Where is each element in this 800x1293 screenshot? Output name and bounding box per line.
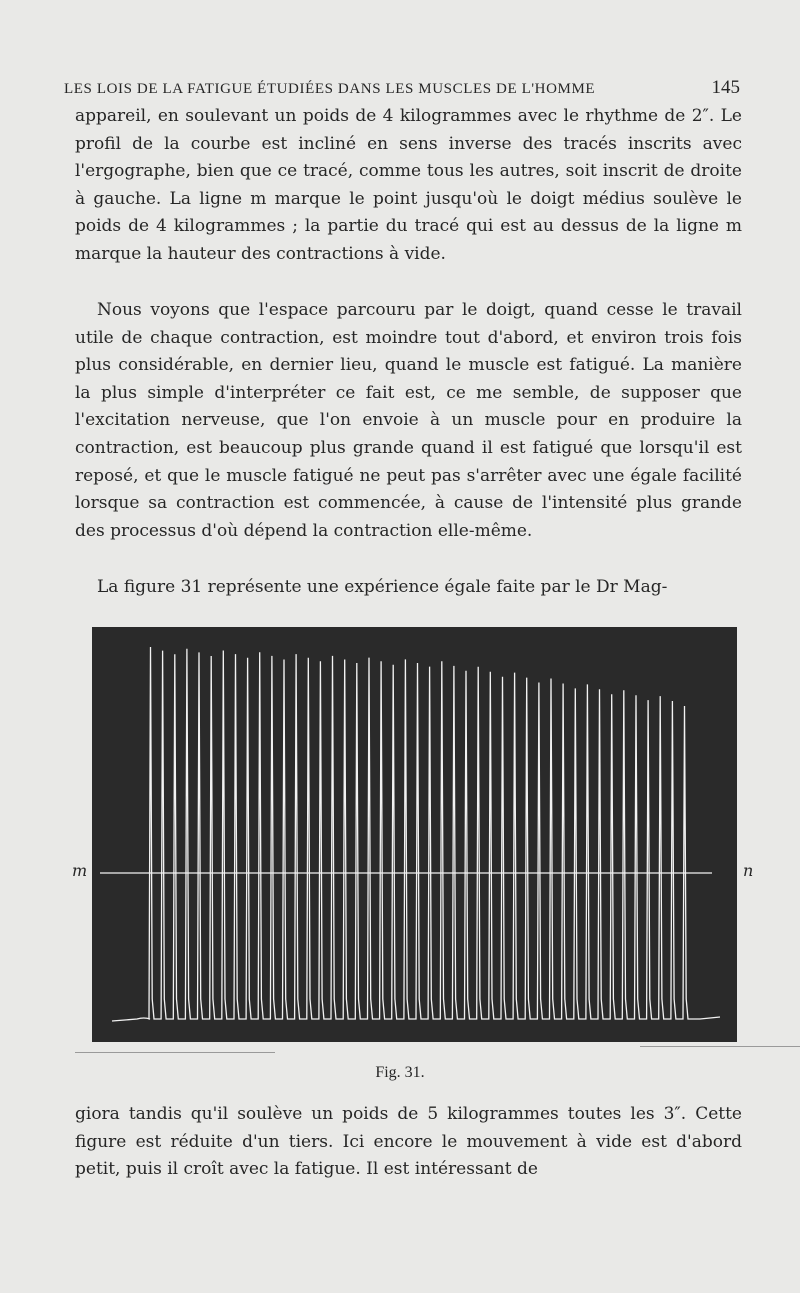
- contraction-spikes: [112, 647, 720, 1021]
- running-title: LES LOIS DE LA FATIGUE ÉTUDIÉES DANS LES MUSCLES DE L'HOMME: [64, 81, 596, 97]
- figure-rule-left: [75, 1052, 275, 1053]
- line-label-n: n: [743, 861, 754, 880]
- ergograph-trace-image: [92, 627, 737, 1042]
- running-header: [64, 77, 740, 99]
- figure-31-ergograph-trace: [92, 627, 737, 1042]
- paragraph-3: La figure 31 représente une expérience égale faite par le Dr Mag-: [97, 577, 668, 597]
- figure-rule-right: [640, 1046, 800, 1047]
- figure-caption: Fig. 31.: [375, 1064, 425, 1081]
- paragraph-4: giora tandis qu'il soulève un poids de 5 kilogrammes toutes les 3″. Cette figure est réduite d'un tiers. Ici encore le mouvement à vide est d'abord petit, puis il croît avec la fatigue. Il est intéressant de: [75, 1104, 742, 1180]
- line-label-m: m: [72, 861, 88, 880]
- paragraph-1: appareil, en soulevant un poids de 4 kilogrammes avec le rhythme de 2″. Le profil de la courbe est incliné en sens inverse des tracés inscrits avec l'ergographe, bien que ce tracé, comme tous les autres, soit inscrit de droite à gauche. La ligne m marque le point jusqu'où le doigt médius soulève le poids de 4 kilogrammes ; la partie du tracé qui est au dessus de la ligne m marque la hauteur des contractions à vide.: [75, 106, 742, 264]
- page-number: 145: [711, 77, 740, 98]
- paragraph-2: Nous voyons que l'espace parcouru par le doigt, quand cesse le travail utile de chaque contraction, est moindre tout d'abord, et environ trois fois plus considérable, en dernier lieu, quand le muscle est fatigué. La manière la plus simple d'interpréter ce fait est, ce me semble, de supposer que l'excitation nerveuse, que l'on envoie à un muscle pour en produire la contraction, est beaucoup plus grande quand il est fatigué que lorsqu'il est reposé, et que le muscle fatigué ne peut pas s'arrêter avec une égale facilité lorsque sa contraction est commencée, à cause de l'intensité plus grande des processus d'où dépend la contraction elle-même.: [75, 300, 742, 541]
